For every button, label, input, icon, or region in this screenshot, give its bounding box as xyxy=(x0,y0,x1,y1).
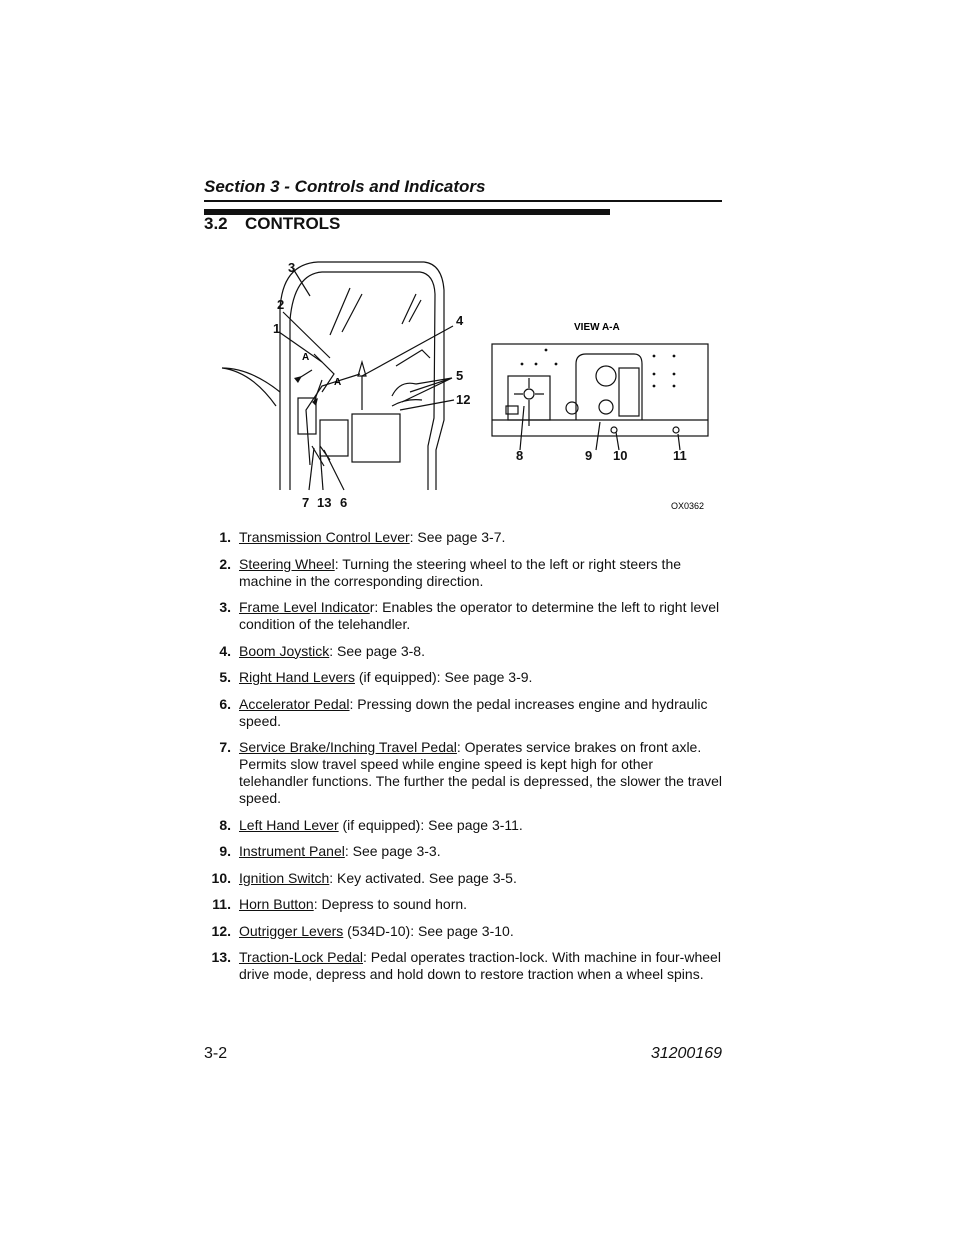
section-marker-upper: A xyxy=(302,352,310,363)
callout-7: 7 xyxy=(302,495,310,510)
callout-9: 9 xyxy=(585,448,593,463)
item-term: Transmission Control Lever xyxy=(239,529,410,545)
callout-6: 6 xyxy=(340,495,348,510)
controls-list xyxy=(204,529,724,993)
instrument-cluster xyxy=(576,354,642,420)
item-term: Right Hand Levers xyxy=(239,669,355,685)
item-term: Left Hand Lever xyxy=(239,816,339,833)
heading-title: CONTROLS xyxy=(245,214,341,233)
page-number: 3-2 xyxy=(204,1045,228,1062)
section-marker-lower: A xyxy=(334,377,342,388)
controls-diagram xyxy=(210,250,722,520)
list-item: 13. Traction-Lock Pedal: Pedal operates traction-lock. With machine in four-wheel drive mode, depress and hold down to restore traction when a wheel spins. xyxy=(211,949,721,982)
item-term: Horn Button xyxy=(239,896,314,912)
windshield-marks xyxy=(330,288,421,335)
list-item: 9. Instrument Panel: See page 3-3. xyxy=(219,843,441,859)
item-term: Steering Wheel xyxy=(239,555,335,572)
item-term: Service Brake/Inching Travel Pedal xyxy=(239,739,457,755)
callout-8: 8 xyxy=(516,448,524,463)
callout-4: 4 xyxy=(456,313,464,328)
heading-number: 3.2 xyxy=(204,214,228,233)
list-item: 11. Horn Button: Depress to sound horn. xyxy=(212,896,468,912)
figure-code: OX0362 xyxy=(671,501,705,511)
item-term: Ignition Switch xyxy=(239,869,330,886)
view-label: VIEW A-A xyxy=(574,322,620,333)
list-item: 12. Outrigger Levers (534D-10): See page 3-10. xyxy=(211,922,514,939)
list-item: 7. Service Brake/Inching Travel Pedal: Operates service brakes on front axle. Permits slow travel speed while engine speed is kept high for other telehandler functions. The further the pedal is depressed, the slower the travel speed. xyxy=(219,739,723,806)
callout-10: 10 xyxy=(613,448,628,463)
item-term: Instrument Panel xyxy=(239,843,345,859)
page-heading xyxy=(204,214,340,234)
list-item: 6. Accelerator Pedal: Pressing down the pedal increases engine and hydraulic speed. xyxy=(219,695,708,729)
list-item: 2. Steering Wheel: Turning the steering wheel to the left or right steers the machine in the corresponding direction. xyxy=(219,555,682,589)
document-number: 31200169 xyxy=(650,1045,722,1062)
callout-13: 13 xyxy=(317,495,332,510)
callout-11: 11 xyxy=(673,448,687,463)
item-term: Traction-Lock Pedal xyxy=(239,949,363,965)
list-item: 5. Right Hand Levers (if equipped): See page 3-9. xyxy=(219,669,533,685)
callout-2: 2 xyxy=(277,297,285,312)
list-item: 8. Left Hand Lever (if equipped): See page 3-11. xyxy=(219,816,523,833)
item-term: Accelerator Pedal xyxy=(239,695,350,712)
header-rule-thin xyxy=(204,200,722,202)
list-item: 3. Frame Level Indicator: Enables the operator to determine the left to right level condition of the telehandler. xyxy=(219,599,720,632)
cab-fender xyxy=(222,368,280,406)
callout-5: 5 xyxy=(456,368,464,383)
callout-12: 12 xyxy=(456,392,471,407)
item-term: Frame Level Indicato xyxy=(239,599,370,615)
console-right xyxy=(352,414,400,462)
section-title: Section 3 - Controls and Indicators xyxy=(204,177,486,196)
list-item: 10. Ignition Switch: Key activated. See page 3-5. xyxy=(211,869,517,886)
list-item: 4. Boom Joystick: See page 3-8. xyxy=(219,642,425,659)
list-item: 1. Transmission Control Lever: See page 3-7. xyxy=(219,529,506,545)
callout-3: 3 xyxy=(288,260,296,275)
item-term: Boom Joystick xyxy=(239,642,330,659)
steering-column xyxy=(314,354,334,392)
callout-1: 1 xyxy=(273,321,281,336)
joystick xyxy=(358,362,366,410)
item-term: Outrigger Levers xyxy=(239,922,344,939)
